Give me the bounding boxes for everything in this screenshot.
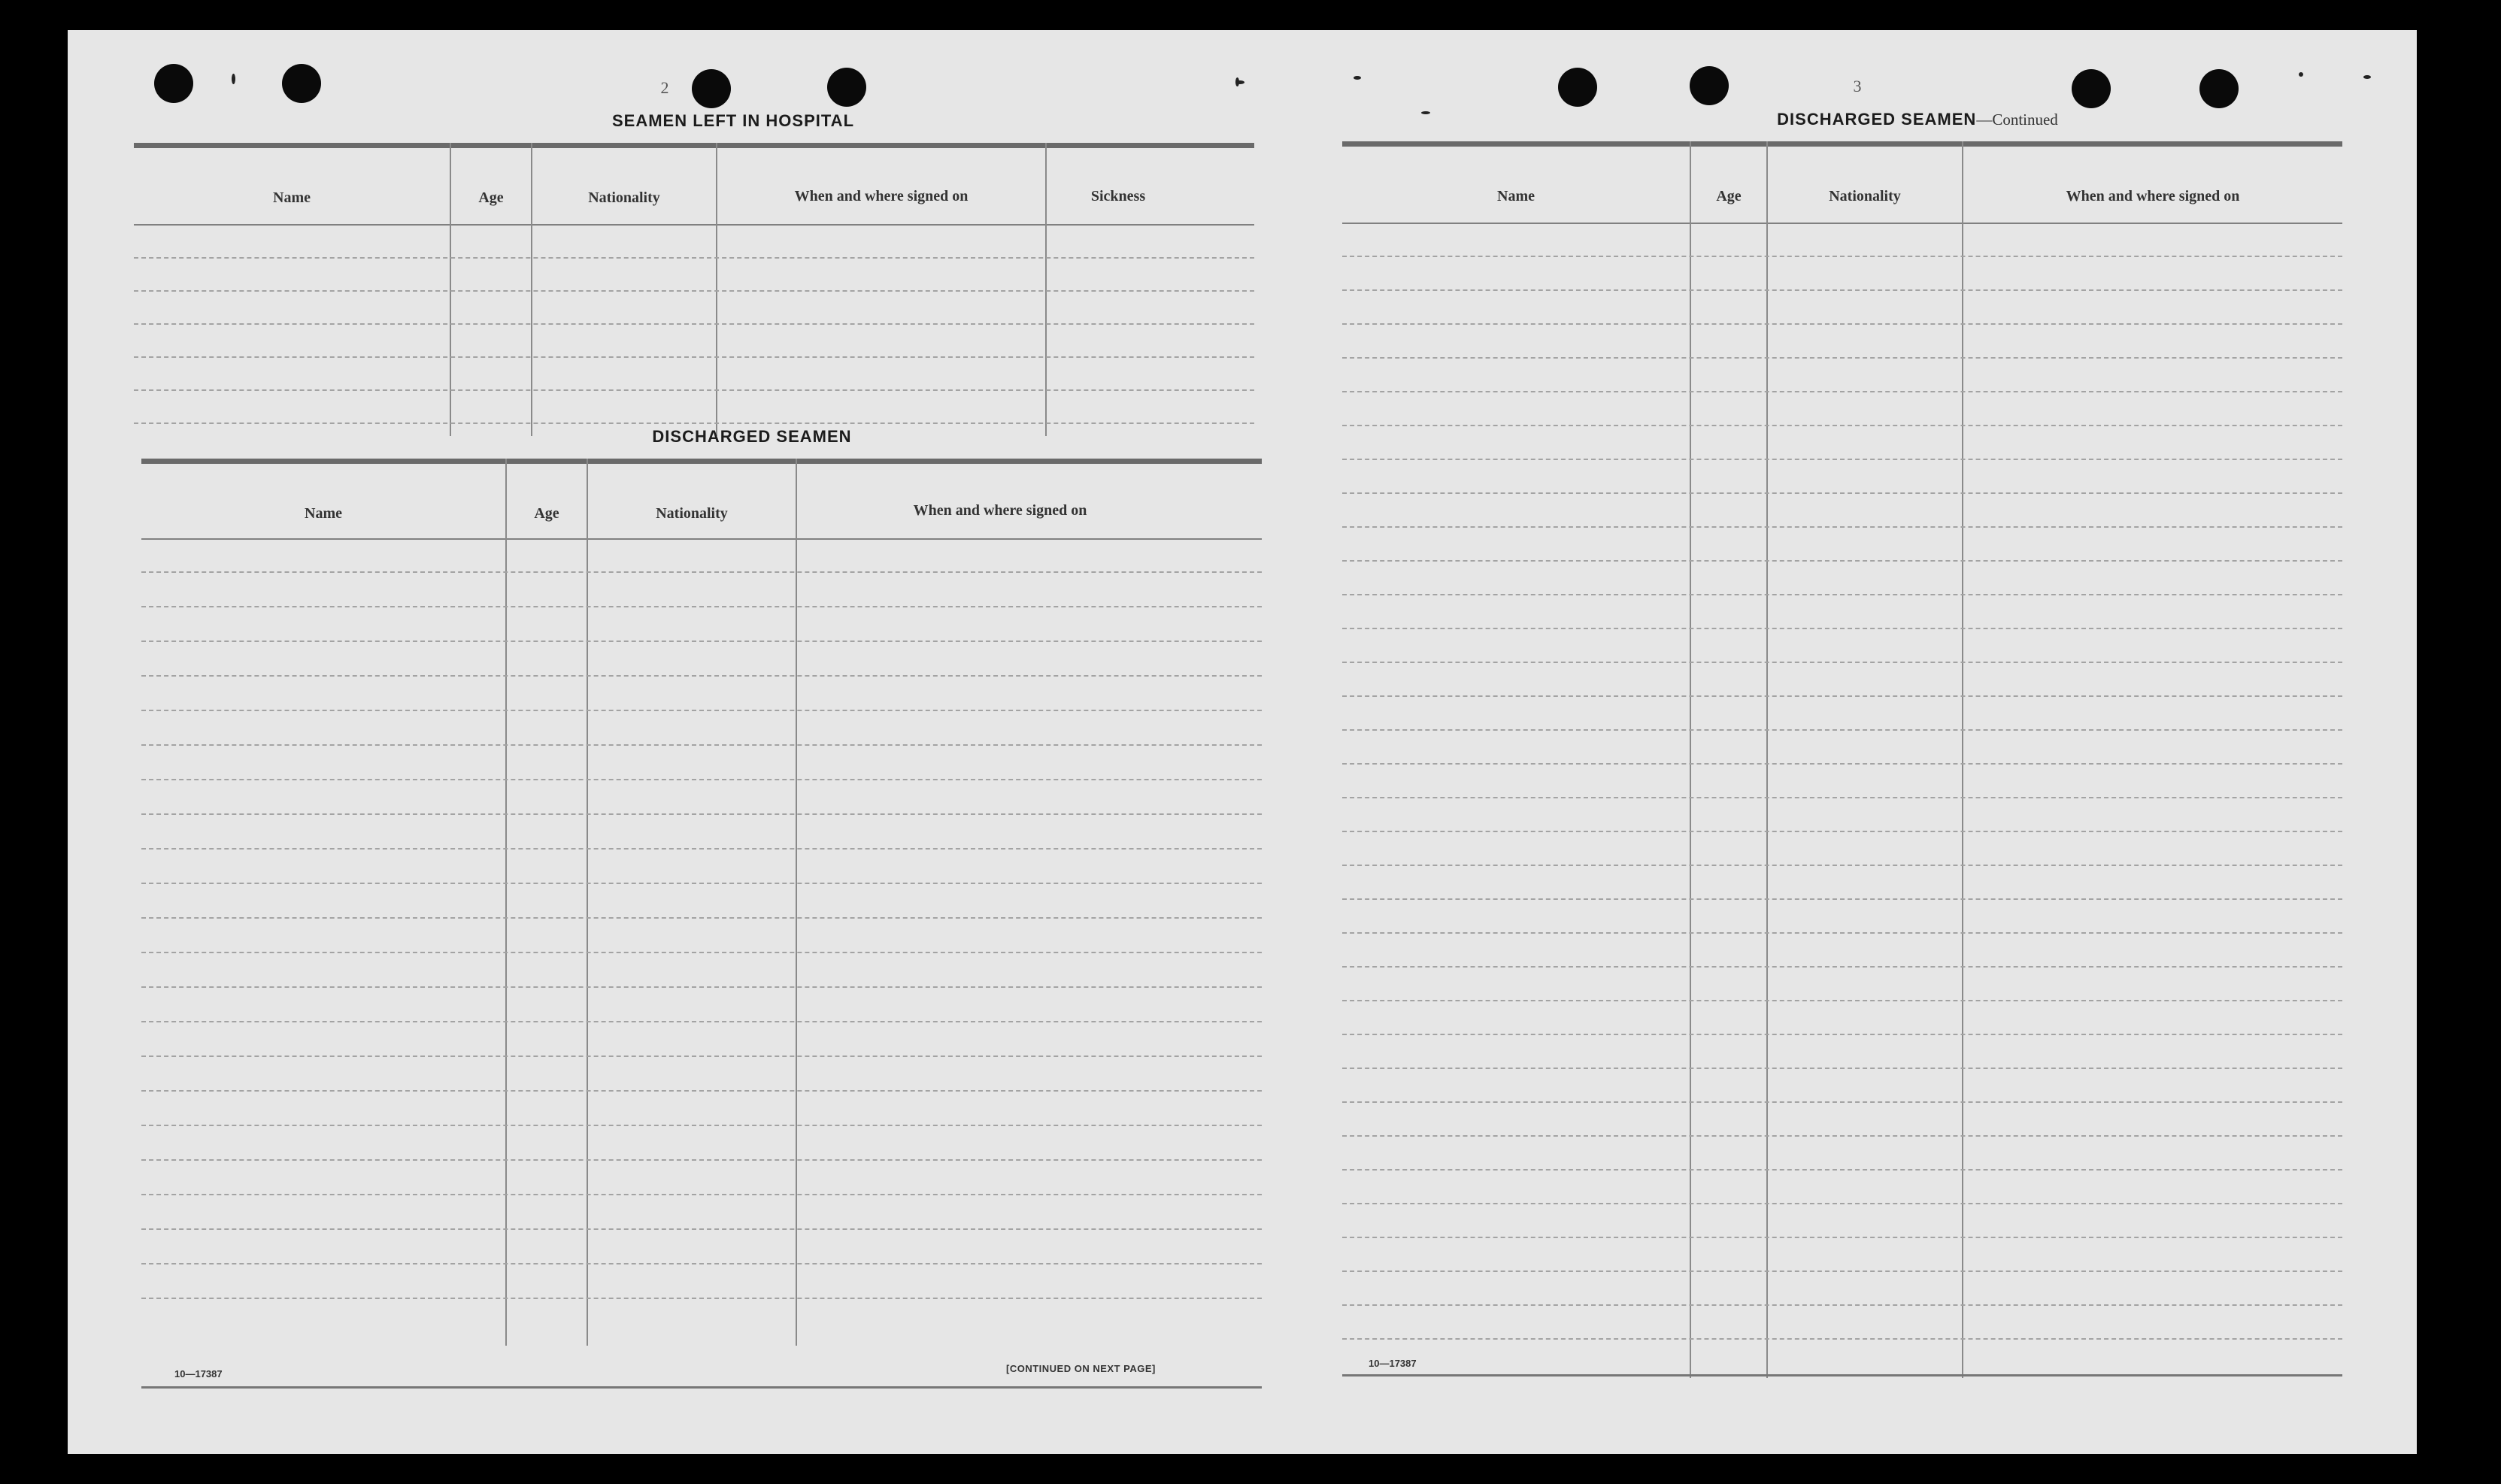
table-row	[141, 744, 1262, 746]
table-row	[1342, 932, 2342, 934]
column-header-age: Age	[534, 505, 559, 522]
column-header-age: Age	[478, 189, 504, 206]
table-row	[1342, 256, 2342, 257]
table-row	[1342, 492, 2342, 494]
ink-speck	[2363, 75, 2371, 79]
page-number-left: 2	[660, 78, 669, 97]
table-row	[141, 1125, 1262, 1126]
table-row	[141, 1055, 1262, 1057]
column-header-name: Name	[305, 505, 342, 522]
column-divider	[587, 459, 588, 1346]
table-row	[134, 257, 1254, 259]
table-row	[141, 952, 1262, 953]
table-row	[1342, 459, 2342, 460]
table-row	[1342, 763, 2342, 765]
table-row	[1342, 1068, 2342, 1069]
column-divider	[505, 459, 507, 1346]
table-row	[141, 571, 1262, 573]
table-row	[1342, 1203, 2342, 1204]
table-top-rule	[141, 459, 1262, 464]
table-row	[141, 917, 1262, 919]
table-row	[1342, 865, 2342, 866]
column-divider	[450, 143, 451, 436]
table-row	[141, 710, 1262, 711]
punch-hole	[282, 64, 321, 103]
table-row	[1342, 898, 2342, 900]
column-header-nationality: Nationality	[588, 189, 660, 206]
punch-hole	[1690, 66, 1729, 105]
table-row	[134, 422, 1254, 424]
table-row	[134, 323, 1254, 325]
table-row	[1342, 526, 2342, 528]
table-row	[1342, 797, 2342, 798]
table-row	[141, 1263, 1262, 1264]
punch-hole	[1558, 68, 1597, 107]
column-header-nationality: Nationality	[656, 505, 728, 522]
table-row	[1342, 1304, 2342, 1306]
hospital-section-title: SEAMEN LEFT IN HOSPITAL	[611, 111, 855, 130]
table-row	[141, 641, 1262, 642]
column-header-signed-on: When and where signed on	[913, 502, 1087, 519]
table-row	[1342, 729, 2342, 731]
table-row	[1342, 1338, 2342, 1340]
punch-hole	[2072, 69, 2111, 108]
column-header-age: Age	[1716, 188, 1742, 204]
table-bottom-rule	[1342, 1374, 2342, 1376]
table-row	[141, 1228, 1262, 1230]
table-row	[141, 1194, 1262, 1195]
table-header-rule	[134, 224, 1254, 226]
table-row	[1342, 1270, 2342, 1272]
table-top-rule	[1342, 141, 2342, 147]
discharged-continued-title-text: DISCHARGED SEAMEN	[1777, 110, 1977, 129]
punch-hole	[2199, 69, 2239, 108]
table-row	[141, 1159, 1262, 1161]
table-row	[1342, 1101, 2342, 1103]
column-header-name: Name	[1497, 188, 1535, 204]
table-row	[141, 1021, 1262, 1022]
ink-speck	[232, 74, 235, 84]
column-divider	[796, 459, 797, 1346]
table-row	[141, 883, 1262, 884]
discharged-continued-title	[1617, 110, 2218, 129]
table-row	[1342, 695, 2342, 697]
discharged-continued-table	[1342, 141, 2342, 1378]
scanned-document	[68, 30, 2417, 1454]
column-header-nationality: Nationality	[1829, 188, 1901, 204]
table-row	[1342, 831, 2342, 832]
column-header-sickness: Sickness	[1090, 188, 1146, 204]
table-row	[141, 986, 1262, 988]
table-row	[1342, 289, 2342, 291]
table-row	[134, 356, 1254, 358]
table-header-rule	[141, 538, 1262, 540]
table-row	[1342, 425, 2342, 426]
table-row	[141, 779, 1262, 780]
form-number-right: 10—17387	[1369, 1358, 1417, 1369]
table-row	[141, 813, 1262, 815]
column-header-name: Name	[273, 189, 311, 206]
table-row	[141, 1090, 1262, 1092]
ink-speck	[1354, 76, 1361, 80]
punch-hole	[692, 69, 731, 108]
table-row	[141, 606, 1262, 607]
form-number-left: 10—17387	[174, 1368, 223, 1380]
table-row	[1342, 560, 2342, 562]
ink-speck	[2299, 72, 2303, 77]
table-row	[1342, 1135, 2342, 1137]
discharged-table	[141, 459, 1262, 1346]
column-divider	[1045, 143, 1047, 436]
table-row	[141, 848, 1262, 850]
table-row	[1342, 391, 2342, 392]
table-top-rule	[134, 143, 1254, 148]
table-row	[1342, 1169, 2342, 1171]
continued-suffix: —Continued	[1976, 111, 2058, 129]
page-number-right: 3	[1853, 77, 1862, 95]
table-row	[1342, 323, 2342, 325]
ink-speck	[1235, 77, 1239, 86]
table-row	[1342, 628, 2342, 629]
table-row	[134, 290, 1254, 292]
continued-note: [CONTINUED ON NEXT PAGE]	[1006, 1363, 1156, 1374]
table-row	[1342, 1000, 2342, 1001]
column-divider	[1690, 141, 1691, 1378]
column-divider	[716, 143, 717, 436]
table-bottom-rule	[141, 1386, 1262, 1389]
punch-hole	[154, 64, 193, 103]
table-row	[1342, 1237, 2342, 1238]
column-header-signed-on: When and where signed on	[794, 188, 969, 204]
table-row	[1342, 594, 2342, 595]
hospital-table	[134, 143, 1254, 436]
table-row	[1342, 662, 2342, 663]
column-divider	[1766, 141, 1768, 1378]
discharged-section-title: DISCHARGED SEAMEN	[652, 427, 852, 446]
table-row	[1342, 1034, 2342, 1035]
table-row	[1342, 966, 2342, 968]
ink-speck	[1421, 111, 1430, 114]
column-divider	[1962, 141, 1963, 1378]
table-row	[141, 675, 1262, 677]
column-divider	[531, 143, 532, 436]
table-row	[141, 1298, 1262, 1299]
table-row	[134, 389, 1254, 391]
column-header-signed-on: When and where signed on	[2066, 188, 2240, 204]
table-header-rule	[1342, 223, 2342, 224]
table-row	[1342, 357, 2342, 359]
punch-hole	[827, 68, 866, 107]
